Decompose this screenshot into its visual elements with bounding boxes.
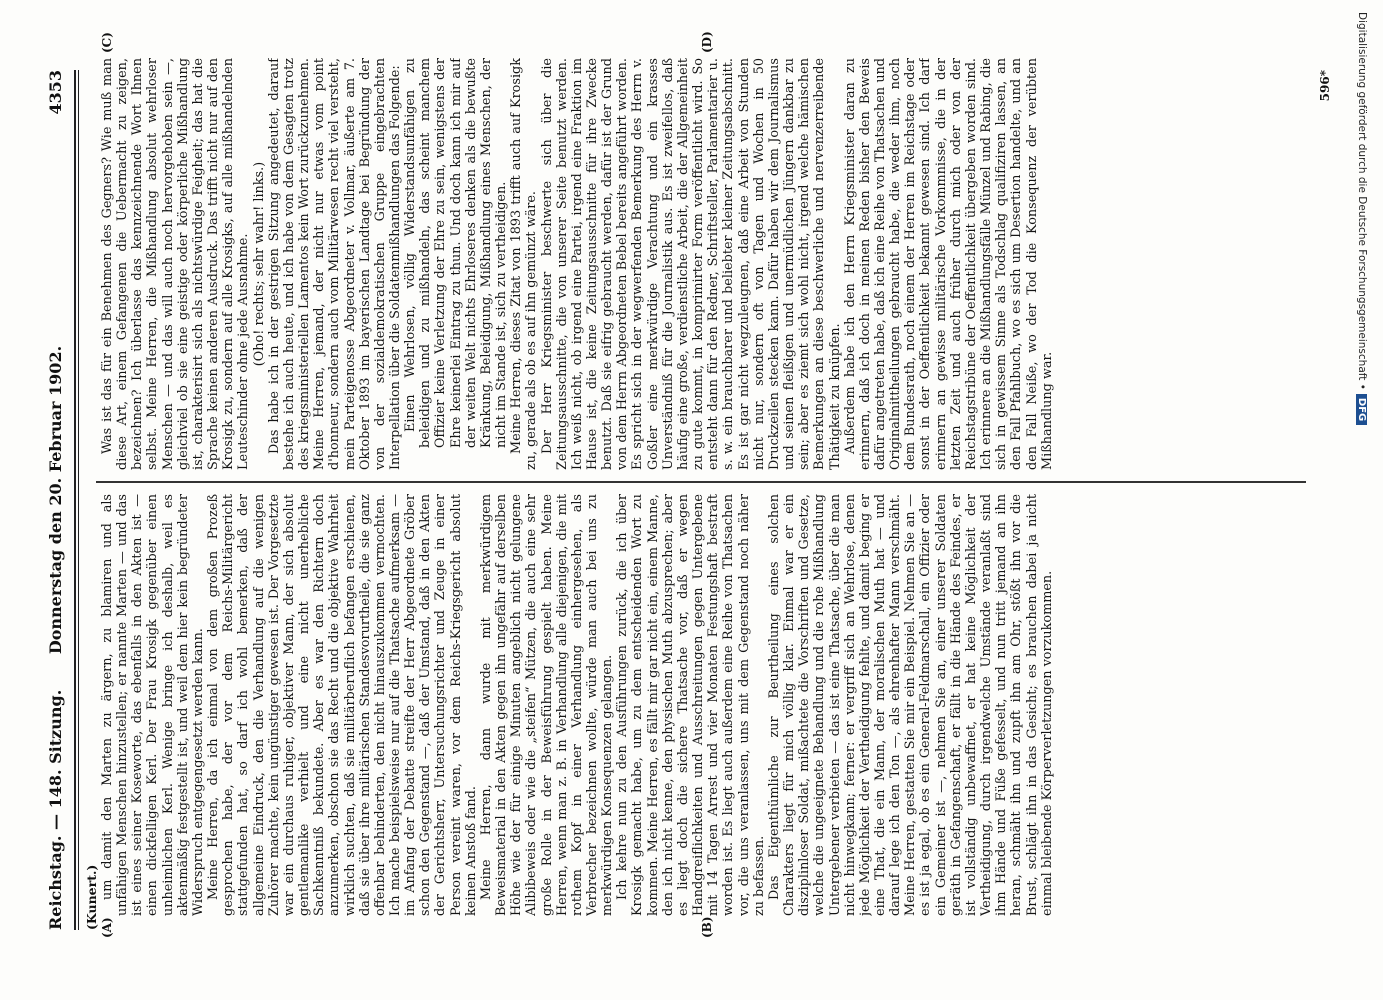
paragraph: Meine Herren, dann wurde mit merkwürdigem Beweismaterial in den Akten gegen ihn ungefähr auf derselben Höhe wie der für einige Minuten angeblich nicht gelungene Alibibeweis oder wie die „steifen“ Mützen, die auch eine sehr große Rolle in der Beweisführung gespielt haben. Meine Herren, wenn man z. B. in Verhandlung alle diejenigen, die mit rothem Kopf in einer Verhandlung einhergesehen, als Verbrecher bezeichnen wollte, würde man auch bei uns zu merkwürdigen Konsequenzen gelangen. [478,494,616,916]
margin-mark-d: (D) [700,31,714,53]
margin-mark-c: (C) [100,32,114,53]
page-number: 4353 [46,70,65,115]
speaker-label: (Kunert.) [84,864,99,930]
paragraph: Was ist das für ein Benehmen des Gegners? Wie muß man diese Art, einem Gefangenen die Uebermacht zu zeigen, bezeichnen? Ich überlasse das kennzeichnende Wort Ihnen selbst. Meine Herren, die Mißhandlung absolut wehrloser Menschen — und das will auch noch hervorgehoben sein —, gleichviel ob sie eine geistige oder körperliche Mißhandlung ist, charakterisirt sich als nichtswürdige Feigheit; das hat die Sprache keinen anderen Ausdruck. Das trifft nicht nur auf den Krosigk zu, sondern auf alle Krosigks, auf alle mißhandelnden Leuteschinder ohne jede Ausnahme. [100,58,252,470]
paragraph: Das Eigenthümliche zur Beurtheilung eines solchen Charakters liegt für mich völlig klar. Einmal war er ein disziplinloser Soldat, mißachtete die Vorschriften und Gesetze, welche die ungeeignete Behandlung und die rohe Mißhandlung Untergebener verbieten — das ist eine Thatsache, über die man nicht hinwegkann; ferner: er vergriff sich an Wehrlose, denen jede Möglichkeit der Vertheidigung fehlte, und damit beging er eine That, die ein Mann, der moralischen Muth hat — und darauf lege ich den Ton —, als ehrenhafter Mann verschmäht. Meine Herren, gestatten Sie mir ein Beispiel. Nehmen Sie an — es ist ja egal, ob es ein General-Feldmarschall, ein Offizier oder ein Gemeiner ist —, nehmen Sie an, einer unserer Soldaten geräth in Gefangenschaft, er fällt in die Hände des Feindes, er ist vollständig unbewaffnet, er hat keine Möglichkeit der Vertheidigung, durch irgendwelche Umstände veranlaßt sind ihm Hände und Füße gefesselt, und nun tritt jemand an ihn heran, schmäht ihn und zupft ihn am Ohr, stößt ihn vor die Brust, schlägt ihn in das Gesicht; es brauchen dabei ja nicht einmal bleibende Körperverletzungen vorzukommen. [766,494,1055,916]
margin-mark-b: (B) [700,916,714,938]
right-column [100,58,1300,470]
paragraph: Der Herr Kriegsminister beschwerte sich über die Zeitungsausschnitte, die von unserer Seite benutzt werden. Ich weiß nicht, ob irgend eine Partei, irgend eine Fraktion im Hause ist, die keine Zeitungsausschnitte für ihre Zwecke benutzt. Daß sie eifrig gebraucht werden, dafür ist der Grund von dem Herrn Abgeordneten Bebel bereits angeführt worden. Es spricht sich in der wegwerfenden Bemerkung des Herrn v. Goßler eine merkwürdige Verachtung und ein krasses Unverständniß für die Journalistik aus. Es ist zweifellos, daß häufig eine große, verdienstliche Arbeit, die der Allgemeinheit zu gute kommt, in komprimirter Form veröffentlicht wird. So entsteht dann für den Redner, Schriftsteller, Parlamentarier u. s. w. ein brauchbarer und beliebter kleiner Zeitungsabschnitt. Es ist gar nicht wegzuleugnen, daß eine Arbeit von Stunden nicht nur, sondern oft von Tagen und Wochen in 50 Druckzeilen stecken kann. Dafür haben wir dem Journalismus und seinen fleißigen und unermüdlichen Jüngern dankbar zu sein; aber es ziemt sich wohl nicht, irgend welche hämischen Bemerkungen an diese beschwerliche und nervenzerreibende Thätigkeit zu knüpfen. [539,58,843,470]
paragraph: Meine Herren, dieses Zitat von 1893 trifft auch auf Krosigk zu, gerade als ob es auf ihn gemünzt wäre. [509,58,540,470]
margin-mark-a: (A) [100,917,114,938]
digitization-credit [1354,12,1368,997]
header-rule-thin [78,70,79,930]
quotation: Einen Wehrlosen, völlig Widerstandsunfähigen zu beleidigen und zu mißhandeln, das scheint manchem Offizier keine Verletzung der Ehre zu sein, wenigstens der Ehre keinerlei Eintrag zu thun. Und doch kann ich mir auf der weiten Welt nichts Ehrloseres denken als die bewußte Kränkung, Beleidigung, Mißhandlung eines Menschen, der nicht im Stande ist, sich zu vertheidigen. [403,58,510,448]
header-left: Reichstag. — 148. Sitzung. [46,689,65,930]
left-column [100,494,1300,916]
credit-text: Digitalisierung gefördert durch die Deutsche Forschungsgemeinschaft • [1356,12,1368,390]
paragraph: Das habe ich in der gestrigen Sitzung angedeutet, darauf bestehe ich auch heute, und ich habe von dem Gesagten trotz des kriegsministeriellen Lamentos kein Wort zurückzunehmen. Meine Herren, jemand, der nicht nur etwas vom point d'honneur, sondern auch vom Militärwesen recht viel versteht, mein Parteigenosse Abgeordneter v. Vollmar, äußerte am 7. Oktober 1893 im bayerischen Landtage bei Begründung der von der sozialdemokratischen Gruppe eingebrachten Interpellation über die Soldatenmißhandlungen das Folgende: [266,58,403,470]
paragraph: Meine Herren, da ich einmal von dem großen Prozeß gesprochen habe, der vor dem Reichs-Militärgericht stattgefunden hat, so darf ich wohl bemerken, daß der allgemeine Eindruck, den die Verhandlung auf die wenigen Zuhörer machte, kein ungünstiger gewesen ist. Der Vorgesetzte war ein durchaus ruhiger, objektiver Mann, der sich absolut gentlemanlike verhielt und eine nicht unerhebliche Sachkenntniß bekundete. Aber es war den Richtern doch anzumerken, obschon sie das Recht und die objektive Wahrheit wirklich suchten, daß sie militärberuflich befangen erschienen, daß sie über ihre militärischen Standesvorurtheile, die sie ganz offenbar behinderten, den nicht hinauszukommen vermochten. Ich mache beispielsweise nur auf die Thatsache aufmerksam — im Anfang der Debatte streifte der Herr Abgeordnete Gröber schon den Gegenstand —, daß der Umstand, daß in den Akten der Gerichtsherr, Untersuchungsrichter und Zeuge in einer Person vereint waren, vor dem Reichs-Kriegsgericht absolut keinen Anstoß fand. [206,494,479,916]
paragraph: Ich kehre nun zu den Ausführungen zurück, die ich über Krosigk gemacht habe, um zu dem entscheidenden Wort zu kommen. Meine Herren, es fällt mir gar nicht ein, einem Manne, den ich nicht kenne, den physischen Muth abzusprechen; aber es liegt doch die sichere Thatsache vor, daß er wegen Handgreiflichkeiten und Ausschreitungen gegen Untergebene mit 14 Tagen Arrest und vier Monaten Festungshaft bestraft worden ist. Es liegt auch außerdem eine Reihe von Thatsachen vor, die uns veranlassen, uns mit dem Gegenstand noch näher zu befassen. [615,494,767,916]
sheet-number: 596* [1318,70,1332,102]
paragraph: Außerdem habe ich den Herrn Kriegsminister daran zu erinnern, daß ich doch in meinen Reden bisher den Beweis dafür angetreten habe, daß ich eine Reihe von Thatsachen und Originalmittheilungen gebraucht habe, die weder ihm, noch dem Bundesrath, noch einem der Herren im Reichstage oder sonst in der Oeffentlichkeit bekannt gewesen sind. Ich darf erinnern an gewisse militärische Vorkommnisse, die in der letzten Zeit und auch früher durch mich oder von der Reichstagstribüne der Oeffentlichkeit übergeben worden sind. Ich erinnere an die Mißhandlungsfälle Münzel und Rabing, die sich in gewissem Sinne als Todschlag qualifiziren lassen, an den Fall Pfahlbuch, wo es sich um Desertion handelte, und an den Fall Neiße, wo der Tod die Konsequenz der verübten Mißhandlung war. [842,58,1055,470]
paragraph: um damit den Marten zu ärgern, zu blamiren und als unfähigen Menschen hinzustellen; er nannte Marten — und das ist eines seiner Koseworte, das ebenfalls in den Akten ist — einen dickfelligen Kerl. Der Frau Krosigk gegenüber einen unheimlichen Kerl. Wenige bringe ich deshalb, weil es aktenmäßig festgestellt ist, und weil dem hier kein begründeter Widerspruch entgegengesetzt werden kann. [100,494,206,916]
header-rule [74,70,76,930]
column-divider [96,481,1306,483]
dfg-logo: DFG [1356,394,1367,425]
page-header [46,70,72,930]
interjection: (Oho! rechts; sehr wahr! links.) [251,161,267,367]
header-date: Donnerstag den 20. Februar 1902. [46,345,65,655]
